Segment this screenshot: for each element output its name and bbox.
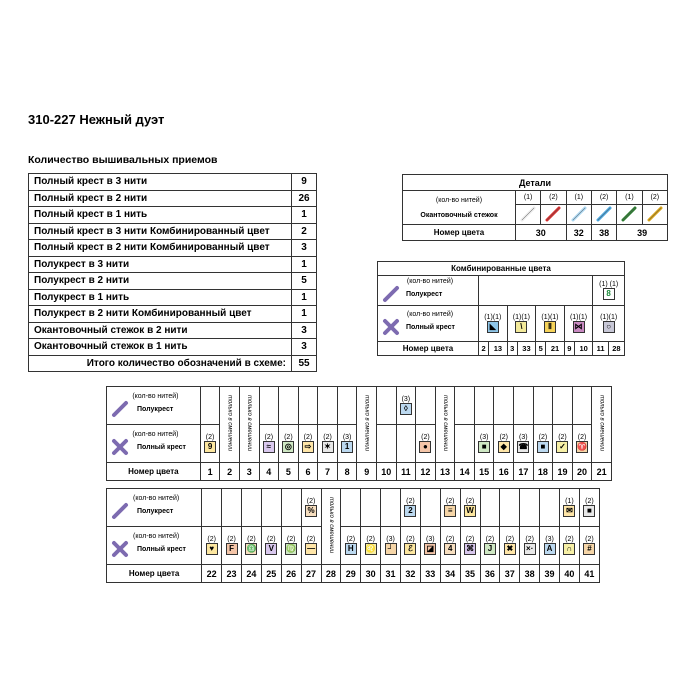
color-number: 40 — [560, 565, 580, 583]
combined-color-number: 9 — [564, 342, 574, 356]
mix-only-label: только в смешении — [226, 395, 233, 452]
color-number: 18 — [533, 463, 553, 481]
combined-full-label: Полный крест — [406, 323, 455, 331]
color-number: 32 — [401, 565, 421, 583]
edge-stitch-icon — [545, 206, 561, 222]
half-thread-count: (2) — [465, 498, 475, 505]
half-symbol: ◊ — [400, 403, 412, 415]
full-symbol: # — [583, 543, 595, 555]
technique-count: 1 — [292, 289, 317, 306]
half-thread-count: (1) — [565, 498, 574, 505]
color-number: 16 — [494, 463, 514, 481]
technique-label: Окантовочный стежок в 2 нити — [29, 322, 292, 339]
full-symbol: ♌ — [365, 544, 376, 553]
full-symbol: F — [226, 543, 238, 555]
details-edge-label: Окантовочный стежок — [420, 211, 498, 219]
combined-symbol-4: ⋈ — [574, 322, 583, 331]
full-cross-icon — [111, 540, 129, 558]
color-number: 27 — [301, 565, 321, 583]
full-thread-count: (3) — [386, 536, 395, 543]
full-symbol: ✓ — [556, 441, 568, 453]
legend1-half-label: Полукрест — [137, 405, 174, 413]
combined-symbol-3: Ⅱ — [544, 321, 556, 333]
full-symbol: ✖ — [504, 543, 516, 555]
half-thread-count: (2) — [445, 498, 455, 505]
full-symbol: ■ — [537, 441, 549, 453]
technique-count: 26 — [292, 190, 317, 207]
full-thread-count: (2) — [306, 536, 316, 543]
technique-row — [29, 289, 317, 306]
color-number: 14 — [455, 463, 475, 481]
color-number: 13 — [435, 463, 455, 481]
legend1-color-label: Номер цвета — [107, 463, 201, 481]
color-number: 10 — [376, 463, 396, 481]
full-thread-count: (3) — [545, 536, 554, 543]
combined-symbol-1: ◣ — [487, 321, 499, 333]
full-thread-count: (2) — [577, 434, 587, 441]
legend2-full-threads-label: (кол-во нитей) — [133, 533, 180, 540]
color-number: 2 — [220, 463, 240, 481]
full-thread-count: (2) — [406, 536, 415, 543]
color-number: 39 — [540, 565, 560, 583]
details-thread-4: (2) — [591, 191, 616, 205]
details-color-32: 32 — [566, 225, 591, 241]
technique-count: 3 — [292, 322, 317, 339]
details-thread-3: (1) — [566, 191, 591, 205]
combined-thread-3: (1) — [512, 314, 522, 321]
full-symbol: ∩ — [563, 543, 575, 555]
combined-thread-2: (1) — [492, 314, 502, 321]
combined-color-number: 28 — [608, 342, 624, 356]
technique-label: Полный крест в 2 нити Комбинированный цвет — [29, 240, 292, 257]
combined-half-threads-label: (кол-во нитей) — [406, 278, 454, 285]
color-number: 12 — [416, 463, 436, 481]
techniques-subtitle: Количество вышивальных приемов — [28, 154, 218, 166]
full-symbol: ♎ — [246, 544, 257, 553]
color-number: 19 — [553, 463, 573, 481]
technique-label: Полный крест в 3 нити Комбинированный цвет — [29, 223, 292, 240]
full-thread-count: (2) — [485, 536, 495, 543]
page-title: 310-227 Нежный дуэт — [28, 112, 165, 127]
details-thread-1: (1) — [515, 191, 540, 205]
color-number: 23 — [222, 565, 242, 583]
mix-only-label: только в смешении — [363, 395, 370, 452]
mix-only-label: только в смешении — [442, 395, 448, 452]
full-symbol: J — [484, 543, 496, 555]
color-number: 29 — [341, 565, 361, 583]
full-thread-count: (2) — [505, 536, 515, 543]
full-thread-count: (2) — [323, 434, 332, 441]
combined-thread-8: (1) — [578, 314, 588, 321]
technique-row — [29, 223, 317, 240]
full-symbol: ✶ — [322, 441, 334, 453]
color-number: 31 — [381, 565, 401, 583]
full-thread-count: (2) — [267, 536, 276, 543]
combined-color-label: Номер цвета — [378, 342, 479, 356]
half-symbol: % — [305, 505, 317, 517]
edge-stitch-icon — [520, 206, 536, 222]
combined-thread-9: (1) — [600, 314, 609, 321]
full-symbol: H — [345, 543, 357, 555]
details-threads-label: (кол-во нитей) — [435, 196, 483, 204]
full-thread-count: (3) — [519, 434, 528, 441]
combined-color-number: 5 — [536, 342, 546, 356]
half-symbol: ■ — [583, 505, 595, 517]
color-number: 5 — [279, 463, 299, 481]
combined-color-number: 21 — [546, 342, 564, 356]
color-number: 6 — [298, 463, 318, 481]
half-thread-count: (3) — [401, 396, 411, 403]
technique-row — [29, 273, 317, 290]
full-symbol: ⌘ — [466, 544, 475, 553]
full-thread-count: (2) — [421, 434, 430, 441]
full-thread-count: (2) — [366, 536, 375, 543]
color-number: 30 — [361, 565, 381, 583]
full-thread-count: (2) — [346, 536, 356, 543]
details-thread-2: (2) — [541, 191, 566, 205]
color-number: 34 — [440, 565, 460, 583]
details-color-30: 30 — [515, 225, 566, 241]
full-thread-count: (2) — [303, 434, 313, 441]
legend2-half-label: Полукрест — [137, 507, 174, 515]
combined-title: Комбинированные цвета — [378, 262, 625, 276]
color-number: 17 — [514, 463, 534, 481]
total-label: Итого количество обозначений в схеме: — [29, 355, 292, 372]
technique-label: Полукрест в 1 нить — [29, 289, 292, 306]
color-number: 4 — [259, 463, 279, 481]
combined-table — [377, 261, 625, 356]
full-thread-count: (2) — [247, 536, 256, 543]
combined-color-number: 33 — [517, 342, 535, 356]
color-number: 41 — [579, 565, 599, 583]
technique-row — [29, 256, 317, 273]
full-symbol: ◆ — [498, 441, 510, 453]
full-thread-count: (2) — [558, 434, 567, 441]
half-thread-count: (2) — [306, 498, 316, 505]
color-number: 22 — [202, 565, 222, 583]
combined-thread-5: (1) — [541, 314, 550, 321]
full-thread-count: (3) — [342, 434, 352, 441]
technique-count: 2 — [292, 223, 317, 240]
half-symbol: 2 — [404, 505, 416, 517]
technique-label: Полукрест в 2 нити — [29, 273, 292, 290]
full-thread-count: (2) — [205, 434, 215, 441]
mix-only-label: только в смешении — [246, 395, 253, 452]
full-thread-count: (2) — [538, 434, 548, 441]
full-symbol: ■ — [478, 441, 490, 453]
legend2-half-threads-label: (кол-во нитей) — [133, 495, 180, 502]
technique-label: Полный крест в 2 нити — [29, 190, 292, 207]
total-row — [29, 355, 317, 372]
combined-half-thread-a: (1) — [599, 281, 608, 288]
legend2-color-label: Номер цвета — [107, 565, 202, 583]
full-thread-count: (2) — [585, 536, 594, 543]
legend1-full-threads-label: (кол-во нитей) — [132, 431, 179, 438]
technique-count: 1 — [292, 207, 317, 224]
full-thread-count: (2) — [565, 536, 574, 543]
technique-label: Полный крест в 3 нити — [29, 174, 292, 191]
color-number: 38 — [520, 565, 540, 583]
legend1-full-label: Полный крест — [137, 443, 186, 451]
details-color-38: 38 — [591, 225, 616, 241]
technique-count: 5 — [292, 273, 317, 290]
half-symbol: W — [464, 505, 476, 517]
full-thread-count: (2) — [445, 536, 455, 543]
color-number: 11 — [396, 463, 416, 481]
technique-label: Окантовочный стежок в 1 нить — [29, 339, 292, 356]
edge-stitch-icon — [571, 206, 587, 222]
half-symbol: ✉ — [563, 505, 575, 517]
combined-half-thread-b: (1) — [609, 281, 619, 288]
technique-label: Полукрест в 3 нити — [29, 256, 292, 273]
full-thread-count: (2) — [284, 434, 293, 441]
full-thread-count: (2) — [227, 536, 236, 543]
technique-row — [29, 174, 317, 191]
full-symbol: — — [307, 544, 316, 553]
details-thread-5: (1) — [617, 191, 642, 205]
full-symbol: ⇨ — [302, 441, 314, 453]
full-symbol: ☎ — [518, 442, 529, 451]
combined-thread-7: (1) — [569, 314, 579, 321]
technique-count: 1 — [292, 306, 317, 323]
color-number: 35 — [460, 565, 480, 583]
edge-stitch-icon — [621, 206, 637, 222]
full-symbol: ♥ — [206, 543, 218, 555]
full-symbol: ♍ — [286, 544, 297, 553]
technique-row — [29, 240, 317, 257]
half-symbol: ≡ — [444, 505, 456, 517]
full-thread-count: (2) — [465, 536, 475, 543]
combined-thread-4: (1) — [521, 314, 530, 321]
technique-row — [29, 322, 317, 339]
combined-symbol-5: ○ — [603, 321, 615, 333]
combined-color-number: 10 — [574, 342, 592, 356]
half-thread-count: (2) — [585, 498, 594, 505]
full-thread-count: (3) — [479, 434, 489, 441]
full-cross-icon — [382, 318, 400, 336]
technique-count: 1 — [292, 256, 317, 273]
combined-half-label: Полукрест — [406, 290, 443, 298]
color-number: 9 — [357, 463, 377, 481]
combined-color-number: 3 — [507, 342, 517, 356]
combined-thread-6: (1) — [549, 314, 559, 321]
color-number: 33 — [420, 565, 440, 583]
half-cross-icon — [111, 502, 129, 520]
full-symbol: ┘ — [385, 543, 397, 555]
full-symbol: ♈ — [577, 442, 588, 451]
technique-label: Полукрест в 2 нити Комбинированный цвет — [29, 306, 292, 323]
color-number: 24 — [242, 565, 262, 583]
details-thread-6: (2) — [642, 191, 667, 205]
full-symbol: ◎ — [282, 441, 294, 453]
mix-only-label: только в смешении — [327, 497, 334, 554]
total-count: 55 — [292, 355, 317, 372]
technique-row — [29, 306, 317, 323]
color-number: 15 — [474, 463, 494, 481]
technique-label: Полный крест в 1 нить — [29, 207, 292, 224]
full-symbol: ● — [419, 441, 431, 453]
half-cross-icon — [382, 285, 400, 303]
full-symbol: ≈ — [263, 441, 275, 453]
edge-stitch-icon — [647, 206, 663, 222]
color-number: 37 — [500, 565, 520, 583]
full-cross-icon — [111, 438, 129, 456]
full-symbol: 1 — [341, 441, 353, 453]
technique-count: 9 — [292, 174, 317, 191]
full-symbol: 9 — [204, 441, 216, 453]
full-symbol: V — [265, 543, 277, 555]
combined-symbol-2: \ — [515, 321, 527, 333]
color-number: 1 — [200, 463, 220, 481]
half-cross-icon — [111, 400, 129, 418]
legend-table-1 — [106, 386, 612, 481]
color-number: 3 — [239, 463, 259, 481]
color-number: 21 — [592, 463, 612, 481]
details-color-39: 39 — [617, 225, 668, 241]
color-number: 26 — [281, 565, 301, 583]
full-symbol: ℰ — [404, 543, 416, 555]
legend-table-2 — [106, 488, 600, 583]
combined-color-number: 2 — [479, 342, 489, 356]
full-thread-count: (2) — [207, 536, 216, 543]
full-symbol: ◪ — [424, 543, 436, 555]
color-number: 36 — [480, 565, 500, 583]
color-number: 20 — [572, 463, 592, 481]
full-symbol: ×· — [524, 543, 536, 555]
technique-row — [29, 207, 317, 224]
full-symbol: 4 — [444, 543, 456, 555]
technique-count: 3 — [292, 240, 317, 257]
full-thread-count: (3) — [426, 536, 435, 543]
mix-only-label: только в смешении — [598, 395, 605, 452]
technique-count: 3 — [292, 339, 317, 356]
technique-row — [29, 339, 317, 356]
color-number: 8 — [337, 463, 357, 481]
color-number: 25 — [261, 565, 281, 583]
legend1-half-threads-label: (кол-во нитей) — [132, 393, 179, 400]
full-thread-count: (2) — [264, 434, 274, 441]
details-title: Детали — [403, 175, 668, 191]
technique-row — [29, 190, 317, 207]
edge-stitch-icon — [596, 206, 612, 222]
half-thread-count: (2) — [406, 498, 415, 505]
full-thread-count: (2) — [499, 434, 509, 441]
full-symbol: A — [544, 543, 556, 555]
color-number: 7 — [318, 463, 338, 481]
color-number: 28 — [321, 565, 341, 583]
details-color-label: Номер цвета — [403, 225, 516, 241]
techniques-table — [28, 173, 317, 372]
combined-color-number: 11 — [593, 342, 608, 356]
full-thread-count: (2) — [286, 536, 296, 543]
combined-thread-1: (1) — [484, 314, 493, 321]
legend2-full-label: Полный крест — [137, 545, 186, 553]
full-thread-count: (2) — [525, 536, 534, 543]
combined-thread-10: (1) — [608, 314, 618, 321]
combined-color-number: 13 — [489, 342, 507, 356]
combined-half-symbol: 8 — [603, 288, 615, 300]
details-table — [402, 174, 668, 241]
combined-full-threads-label: (кол-во нитей) — [406, 311, 454, 318]
